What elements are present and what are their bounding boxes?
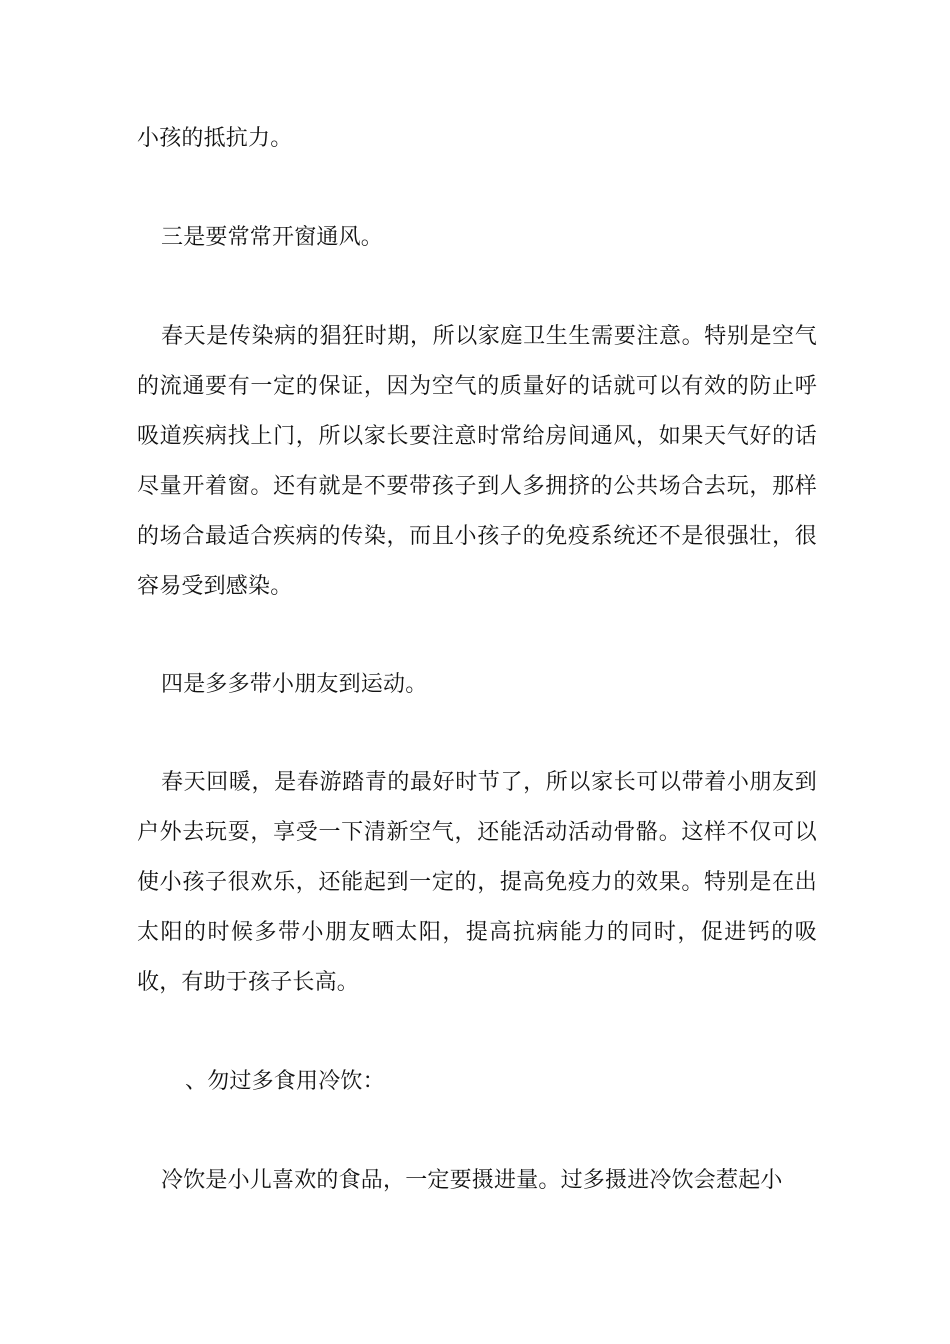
heading-cold-drinks: 、勿过多食用冷饮：	[185, 1069, 385, 1094]
heading-exercise: 四是多多带小朋友到运动。	[161, 672, 428, 697]
heading-ventilation: 三是要常常开窗通风。	[161, 225, 384, 250]
paragraph-exercise: 春天回暖，是春游踏青的最好时节了，所以家长可以带着小朋友到户外去玩耍，享受一下清新空气，还能活动活动骨骼。这样不仅可以使小孩子很欢乐，还能起到一定的，提高免疫力的效果。特别是在出太阳的时候多带小朋友晒太阳，提高抗病能力的同时，促进钙的吸收，有助于孩子长高。	[137, 770, 817, 995]
paragraph-ventilation: 春天是传染病的猖狂时期，所以家庭卫生生需要注意。特别是空气的流通要有一定的保证，因为空气的质量好的话就可以有效的防止呼吸道疾病找上门，所以家长要注意时常给房间通风，如果天气好的话尽量开着窗。还有就是不要带孩子到人多拥挤的公共场合去玩，那样的场合最适合疾病的传染，而且小孩子的免疫系统还不是很强壮，很容易受到感染。	[137, 324, 817, 599]
paragraph-continuation: 小孩的抵抗力。	[137, 126, 293, 151]
paragraph-cold-drinks: 冷饮是小儿喜欢的食品，一定要摄进量。过多摄进冷饮会惹起小	[161, 1168, 783, 1193]
